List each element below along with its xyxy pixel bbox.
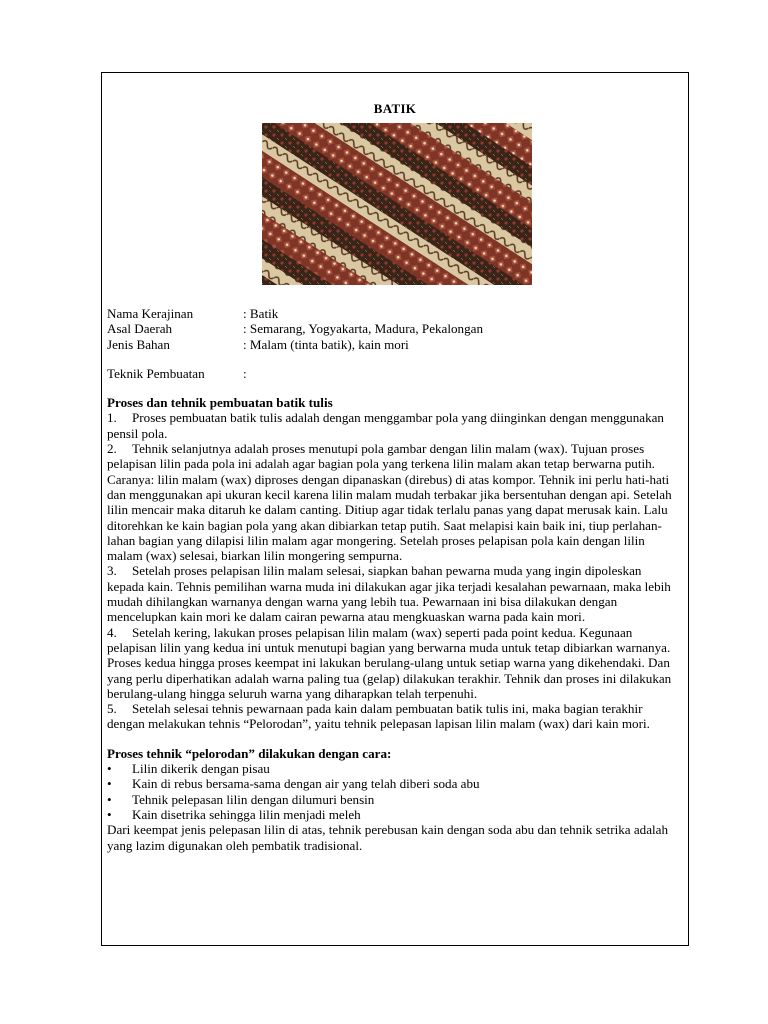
bullet-icon: • <box>107 776 112 792</box>
info-value: : Semarang, Yogyakarta, Madura, Pekalongan <box>243 321 483 337</box>
step-number: 1. <box>107 410 117 426</box>
list-item <box>107 776 681 791</box>
document-body <box>107 306 681 853</box>
section-heading-batik-tulis: Proses dan tehnik pembuatan batik tulis <box>107 395 333 411</box>
step-text: Setelah kering, lakukan proses pelapisan lilin malam (wax) seperti pada point kedua. Kegunaan pelapisan lilin yang kedua ini untuk menutupi bagian yang berwarna muda untuk tetap dibiarkan warnanya. Proses kedua hingga proses keempat ini lakukan berulang-ulang untuk setiap warna yang dikehendaki. Dan yang perlu diperhatikan adalah warna paling tua (gelap) dilakukan terakhir. Tehnik dan proses ini dilakukan berulang-ulang hingga seluruh warna yang diharapkan telah terpenuhi. <box>107 624 672 701</box>
teknik-label: Teknik Pembuatan <box>107 365 205 381</box>
step-item <box>107 410 681 441</box>
step-number: 2. <box>107 441 117 457</box>
section-heading-pelorodan: Proses tehnik “pelorodan” dilakukan dengan cara: <box>107 745 392 761</box>
step-text: Setelah proses pelapisan lilin malam selesai, siapkan bahan pewarna muda yang ingin dipoleskan kepada kain. Tehnis pemilihan warna muda ini dilakukan agar jika terjadi kesalahan pewarnaan, maka lebih mudah dihilangkan warnanya dengan warna yang lebih tua. Pewarnaan ini bisa dilakukan dengan mencelupkan kain mori ke dalam cairan pewarna atau mengkuaskan warna pada kain mori. <box>107 563 671 625</box>
pelorodan-list <box>107 761 681 822</box>
list-item-text: Kain di rebus bersama-sama dengan air yang telah diberi soda abu <box>132 776 480 792</box>
document-frame <box>101 72 689 946</box>
list-item <box>107 792 681 807</box>
batik-pattern-image <box>262 123 532 285</box>
bullet-icon: • <box>107 806 112 822</box>
step-number: 3. <box>107 563 117 579</box>
step-text: Tehnik selanjutnya adalah proses menutupi pola gambar dengan lilin malam (wax). Tujuan proses pelapisan lilin pada pola ini adalah agar bagian pola yang terkena lilin malam akan tetap berwarna putih. Caranya: lilin malam (wax) diproses dengan dipanaskan (direbus) di atas kompor. Tehnik ini perlu hati-hati dan menggunakan api ukuran kecil karena lilin malam mudah terbakar jika bersentuhan dengan api. Setelah lilin mencair maka ditaruh ke dalam canting. Ditiup agar tidak terlalu panas yang dapat merusak kain. Lalu ditorehkan ke kain bagian pola yang akan dibiarkan tetap putih. Saat melapisi kain baik ini, tiup perlahan-lahan bagian yang dilapisi lilin malam agar mongering. Setelah proses pelapisan pola kain dengan lilin malam (wax) selesai, biarkan lilin mongering sempurna. <box>107 441 672 564</box>
info-row-asal <box>107 321 681 336</box>
info-label: Jenis Bahan <box>107 336 170 352</box>
step-number: 5. <box>107 701 117 717</box>
step-item <box>107 625 681 701</box>
page-title: BATIK <box>373 101 417 116</box>
step-number: 4. <box>107 624 117 640</box>
bullet-icon: • <box>107 791 112 807</box>
list-item-text: Tehnik pelepasan lilin dengan dilumuri bensin <box>132 791 375 807</box>
info-label: Asal Daerah <box>107 321 173 337</box>
step-text: Proses pembuatan batik tulis adalah dengan menggambar pola yang diinginkan dengan menggunakan pensil pola. <box>107 410 664 441</box>
teknik-row <box>107 366 681 381</box>
step-item <box>107 563 681 624</box>
step-item <box>107 441 681 563</box>
info-row-nama <box>107 306 681 321</box>
list-item-text: Lilin dikerik dengan pisau <box>132 761 270 777</box>
bullet-icon: • <box>107 761 112 777</box>
list-item <box>107 807 681 822</box>
list-item <box>107 761 681 776</box>
closing-paragraph: Dari keempat jenis pelepasan lilin di atas, tehnik perebusan kain dengan soda abu dan tehnik setrika adalah yang lazim digunakan oleh pembatik tradisional. <box>107 822 669 853</box>
info-value: : Batik <box>243 306 279 321</box>
info-value: : Malam (tinta batik), kain mori <box>243 336 409 352</box>
step-item <box>107 701 681 732</box>
teknik-value: : <box>243 365 247 381</box>
info-label: Nama Kerajinan <box>107 306 194 321</box>
list-item-text: Kain disetrika sehingga lilin menjadi meleh <box>132 806 361 822</box>
step-text: Setelah selesai tehnis pewarnaan pada kain dalam pembuatan batik tulis ini, maka bagian terakhir dengan melakukan tehnis “Pelorodan”, yaitu tehnik pelepasan lapisan lilin malam (wax) dari kain mori. <box>107 701 650 732</box>
info-row-jenis <box>107 337 681 352</box>
